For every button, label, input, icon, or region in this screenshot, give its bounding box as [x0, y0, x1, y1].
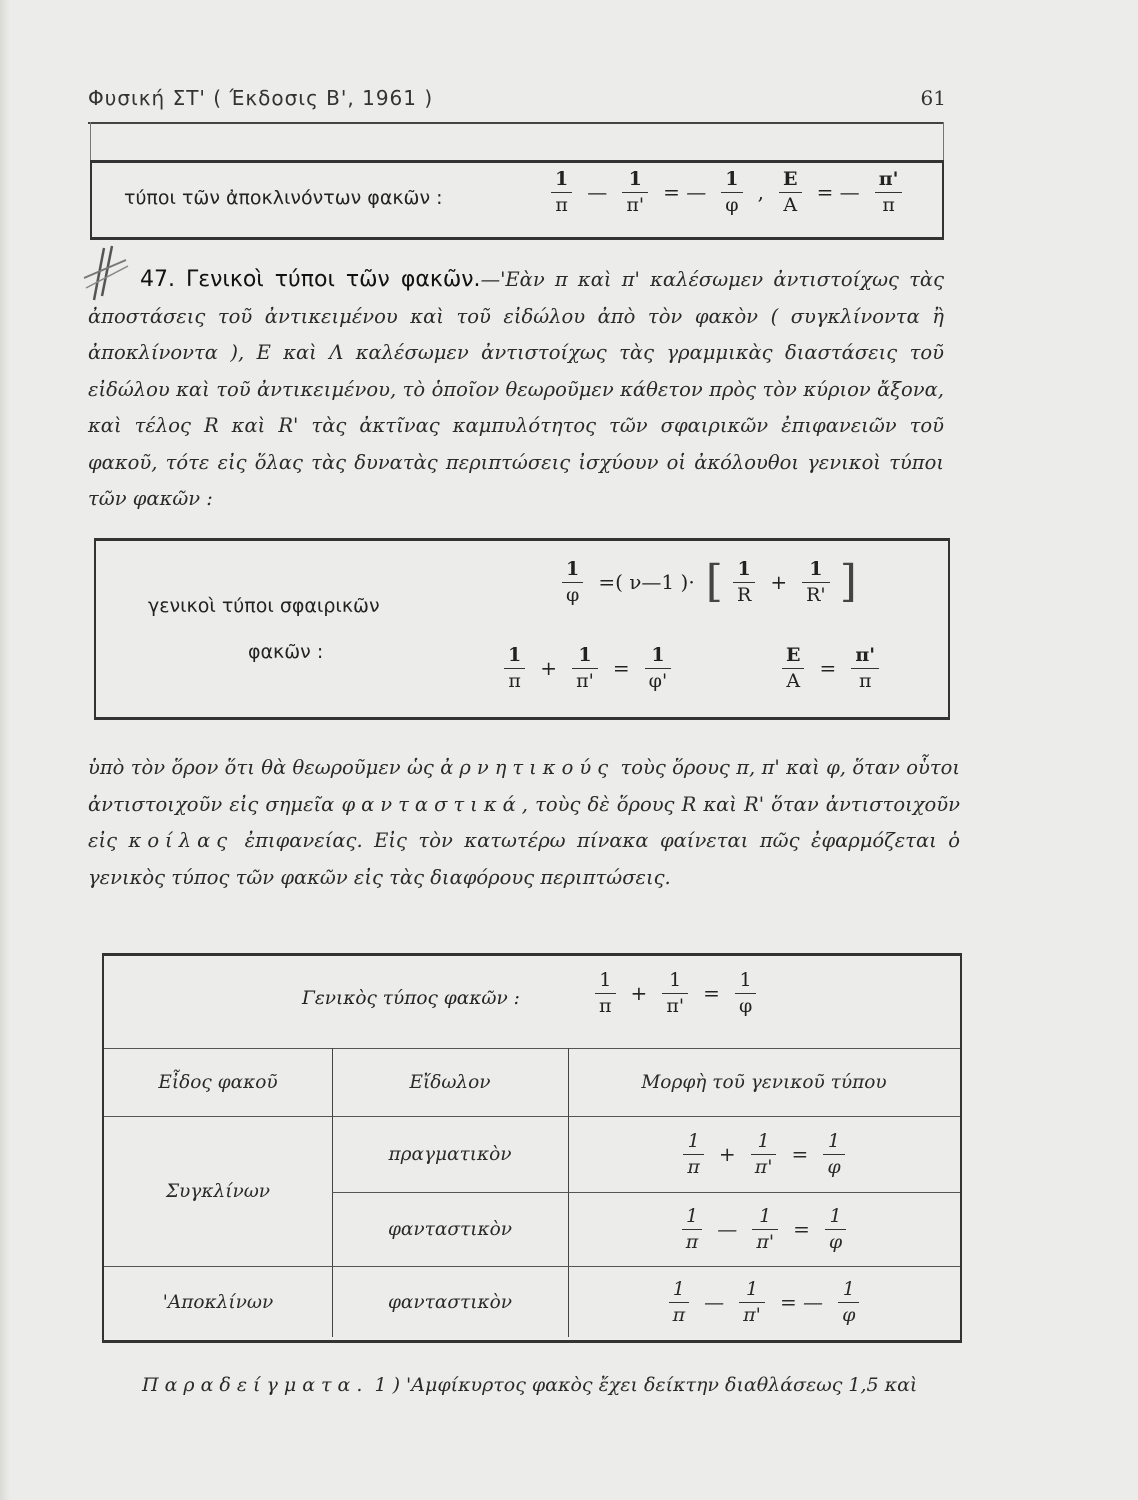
examples-label: Παραδείγματα. — [142, 1374, 369, 1396]
section-body: —'Εὰν π καὶ π' καλέσωμεν ἀντιστοίχως τὰς ἀποστάσεις τοῦ ἀντικειμένου καὶ τοῦ εἰδώλου ἀπὸ τὸν φακὸν ( συγκλίνοντα ἢ ἀποκλίνοντα ), Ε καὶ Λ καλέσωμεν ἀντιστοίχως τὰς γραμμικὰς διαστάσεις τοῦ εἰδώλου καὶ τοῦ ἀντικειμένου, τὸ ὁποῖον θεωροῦμεν κάθετον πρὸς τὸν κύριον ἄξονα, καὶ τέλος R καὶ R' τὰς ἀκτῖνας καμπυλότητος τῶν σφαιρικῶν ἐπιφανειῶν τοῦ φακοῦ, τότε εἰς ὅλας τὰς δυνατὰς περιπτώσεις ἰσχύουν οἱ ἀκόλουθοι γενικοὶ τύποι τῶν φακῶν : — [88, 268, 945, 510]
diverging-lens-formula-box — [90, 160, 944, 240]
text-run: ὑπὸ τὸν ὅρον ὅτι θὰ θεωροῦμεν ὡς — [88, 756, 441, 779]
fraction: $\frac{\pi'}{\pi}$ — [851, 645, 879, 692]
book-title: Φυσική ΣΤ' ( Έκδοσις Β', 1961 ) — [88, 86, 434, 110]
fraction: $\frac{\pi'}{\pi}$ — [875, 169, 903, 216]
text-run: τοὺς ὅρους π, π' καὶ φ, ὅταν οὗτοι ἀντιστοιχοῦν εἰς σημεῖα — [88, 756, 960, 816]
magnification-formula: $\frac{E}{A}$ = $\frac{\pi'}{\pi}$ — [778, 645, 883, 692]
emphasis-concave: κοίλας — [128, 829, 234, 852]
fraction: $\frac{1}{\pi'}$ — [751, 1131, 777, 1178]
fraction: $\frac{1}{\pi}$ — [683, 1131, 704, 1178]
general-formulas-label: γενικοὶ τύποι σφαιρικῶν — [148, 595, 380, 617]
page-edge-shadow — [0, 0, 10, 1500]
formula-diverging-virtual — [568, 1266, 960, 1338]
section-47-paragraph — [88, 262, 944, 518]
text-run: ἐπιφανείας. Εἰς τὸν κατωτέρω πίνακα φαίνεται πῶς ἐφαρμόζεται ὁ γενικὸς τύπος τῶν φακῶν εἰς τὰς διαφόρους περιπτώσεις. — [88, 829, 961, 889]
formula-converging-virtual — [568, 1192, 960, 1266]
table-title: Γενικὸς τύπος φακῶν : — [302, 988, 520, 1009]
running-header — [88, 86, 946, 116]
fraction: $\frac{1}{\varphi}$ — [823, 1131, 844, 1178]
empty-box-remnant — [90, 122, 944, 160]
fraction: $\frac{1}{\varphi}$ — [825, 1206, 846, 1253]
fraction: $\frac{1}{\pi'}$ — [752, 1206, 778, 1253]
fraction: $\frac{1}{R}$ — [733, 559, 755, 606]
general-lens-formula-box — [94, 538, 950, 720]
image-virtual: φανταστικὸν — [387, 1291, 513, 1313]
fraction: $\frac{1}{\pi}$ — [669, 1279, 690, 1326]
left-bracket: [ — [705, 556, 723, 608]
emphasis-virtual: φανταστικά — [341, 792, 522, 816]
formula: $\frac{1}{\pi}$ + $\frac{1}{\pi'}$ = $\frac{1}{\varphi}$ — [679, 1131, 848, 1178]
fraction: $\frac{1}{\pi}$ — [682, 1206, 703, 1253]
fraction: $\frac{1}{\pi'}$ — [662, 970, 688, 1017]
image-virtual: φανταστικὸν — [387, 1218, 513, 1240]
formula: $\frac{1}{\pi}$ — $\frac{1}{\pi'}$ = $\frac{1}{\varphi}$ — [678, 1206, 850, 1253]
emphasis-negative: ἀρνητικούς — [440, 756, 615, 779]
fraction: $\frac{1}{\pi'}$ — [572, 645, 598, 692]
formula-converging-real — [568, 1116, 960, 1192]
general-formulas-label-cont: φακῶν : — [248, 641, 324, 663]
fraction: $\frac{1}{\varphi'}$ — [645, 645, 672, 692]
diverging-lens-formula: $\frac{1}{\pi}$ — $\frac{1}{\pi'}$ = — $\frac{1}{\varphi}$ , $\frac{E}{A}$ = — $\frac{\pi'}{\pi}$ — [547, 169, 906, 216]
fraction: $\frac{1}{\varphi}$ — [562, 559, 583, 606]
column-header-formula-form: Μορφὴ τοῦ γενικοῦ τύπου — [641, 1071, 887, 1093]
column-header-lens-type: Εἶδος φακοῦ — [158, 1071, 278, 1093]
examples-text: 1 ) 'Αμφίκυρτος φακὸς ἔχει δείκτην διαθλάσεως 1,5 καὶ — [368, 1374, 918, 1396]
fraction: $\frac{E}{A}$ — [782, 645, 804, 692]
fraction: $\frac{1}{\pi}$ — [504, 645, 525, 692]
image-real: πραγματικὸν — [388, 1143, 512, 1165]
table-title-formula: $\frac{1}{\pi}$ + $\frac{1}{\pi'}$ = $\frac{1}{\varphi}$ — [591, 970, 760, 1017]
right-bracket: ] — [839, 556, 857, 608]
formula: $\frac{1}{\pi}$ — $\frac{1}{\pi'}$ = — $\frac{1}{\varphi}$ — [665, 1279, 864, 1326]
column-header-image: Εἴδωλον — [409, 1071, 491, 1093]
lens-formula-table — [102, 953, 962, 1343]
diverging-lens-label: τύποι τῶν ἀποκλινόντων φακῶν : — [124, 187, 443, 209]
thin-lens-formula: $\frac{1}{\pi}$ + $\frac{1}{\pi'}$ = $\frac{1}{\varphi'}$ — [500, 645, 675, 692]
fraction: $\frac{1}{R'}$ — [802, 559, 830, 606]
fraction: $\frac{1}{\varphi}$ — [721, 169, 742, 216]
lens-type-diverging: 'Αποκλίνων — [162, 1291, 274, 1313]
fraction: $\frac{1}{\varphi}$ — [735, 970, 756, 1017]
page-number: 61 — [920, 86, 946, 110]
lens-type-converging: Συγκλίνων — [165, 1180, 271, 1202]
sign-convention-paragraph — [88, 750, 960, 896]
table-title-row — [104, 956, 960, 1049]
fraction: $\frac{1}{\varphi}$ — [838, 1279, 859, 1326]
fraction: $\frac{1}{\pi'}$ — [622, 169, 648, 216]
fraction: $\frac{E}{A}$ — [779, 169, 801, 216]
section-heading: 47. Γενικοὶ τύποι τῶν φακῶν. — [140, 267, 481, 292]
lensmaker-formula: $\frac{1}{\varphi}$ =( ν—1 )· [ $\frac{1}{R}$ + $\frac{1}{R'}$ ] — [558, 559, 857, 606]
fraction: $\frac{1}{\pi}$ — [551, 169, 572, 216]
examples-line — [142, 1374, 982, 1396]
text-run: , τοὺς δὲ ὅρους R καὶ R' ὅταν ἀντιστοιχοῦν εἰς — [88, 792, 960, 852]
fraction: $\frac{1}{\pi}$ — [595, 970, 616, 1017]
fraction: $\frac{1}{\pi'}$ — [739, 1279, 765, 1326]
